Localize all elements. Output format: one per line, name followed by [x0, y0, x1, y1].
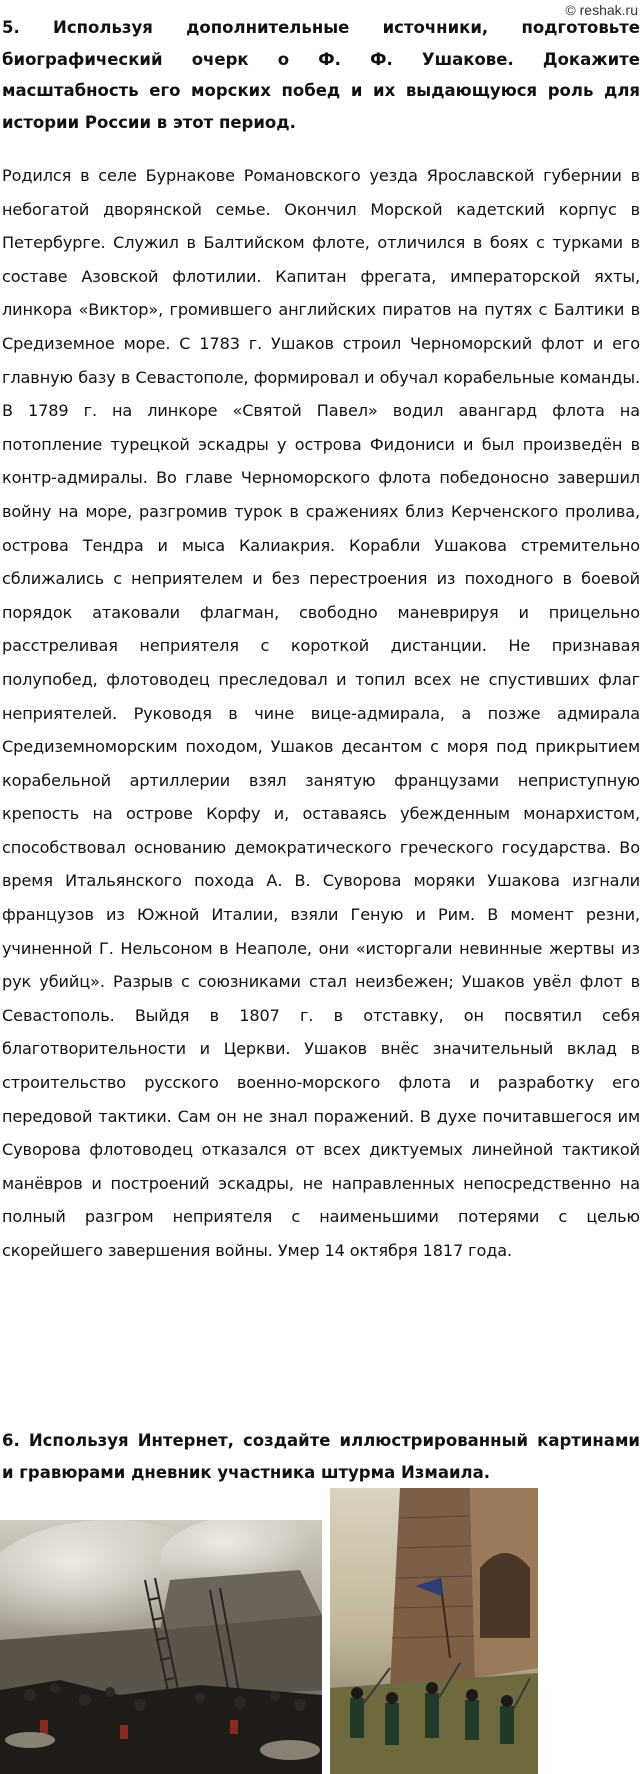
task-5-heading: 5. Используя дополнительные источники, подготовьте биографический очерк о Ф. Ф. Ушакове. Докажите масштабность его морских побед и их выдающуюся роль для истории России в этот период.: [2, 18, 640, 132]
illustrations: [0, 1488, 644, 1774]
painting-storming-fortress: [0, 1520, 322, 1774]
watermark: © reshak.ru: [565, 2, 638, 18]
painting-soldiers-at-wall: [330, 1488, 538, 1774]
task-6-heading: 6. Используя Интернет, создайте иллюстрированный картинами и гравюрами дневник участника штурма Измаила.: [2, 1431, 640, 1482]
answer-5-text: Родился в селе Бурнакове Романовского уезда Ярославской губернии в небогатой дворянской семье. Окончил Морской кадетский корпус в Петербурге. Служил в Балтийском флоте, отличился в боях с турками в составе Азовской флотилии. Капитан фрегата, императорской яхты, линкора «Виктор», громившего английских пиратов на путях с Балтики в Средиземное море. С 1783 г. Ушаков строил Черноморский флот и его главную базу в Севастополе, формировал и обучал корабельные команды. В 1789 г. на линкоре «Святой Павел» водил авангард флота на потопление турецкой эскадры у острова Фидониси и был произведён в контр-адмиралы. Во главе Черноморского флота победоносно завершил войну на море, разгромив турок в сражениях близ Керченского пролива, острова Тендра и мыса Калиакрия. Корабли Ушакова стремительно сближались с неприятелем и без перестроения из походного в боевой порядок атаковали флагман, свободно маневрируя и прицельно расстреливая неприятеля с короткой дистанции. Не признавая полупобед, флотоводец преследовал и топил всех не спустивших флаг неприятелей. Руководя в чине вице-адмирала, а позже адмирала Средиземноморским походом, Ушаков десантом с моря под прикрытием корабельной артиллерии взял занятую французами неприступную крепость на острове Корфу и, оставаясь убежденным монархистом, способствовал основанию демократического греческого государства. Во время Итальянского похода А. В. Суворова моряки Ушакова изгнали французов из Южной Италии, взяли Геную и Рим. В момент резни, учиненной Г. Нельсоном в Неаполе, они «исторгали невинные жертвы из рук убийц». Разрыв с союзниками стал неизбежен; Ушаков увёл флот в Севастополь. Выйдя в 1807 г. в отставку, он посвятил себя благотворительности и Церкви. Ушаков внёс значительный вклад в строительство русского военно-морского флота и разработку его передовой тактики. Сам он не знал поражений. В духе почитавшегося им Суворова флотоводец отказался от всех диктуемых линейной тактикой манёвров и построений эскадры, не направленных непосредственно на полный разгром неприятеля с наименьшими потерями с целью скорейшего завершения войны. Умер 14 октября 1817 года.: [2, 166, 640, 1260]
